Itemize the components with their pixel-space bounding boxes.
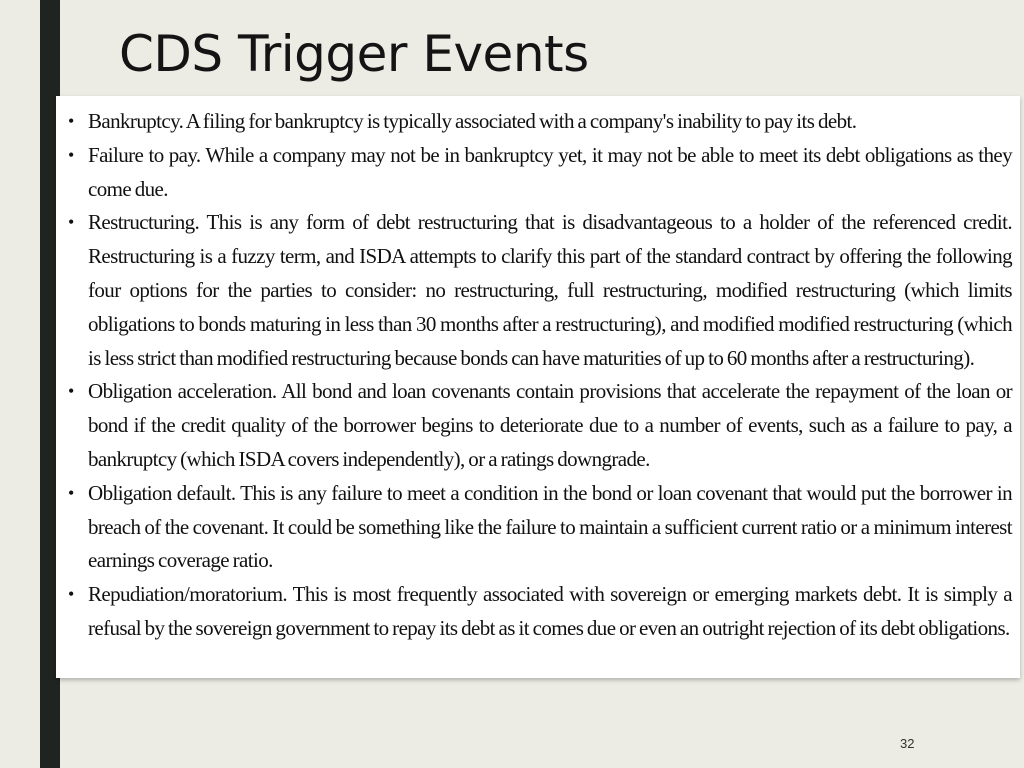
bullet-item-obligation-default xyxy=(68,477,1012,578)
bullet-dot-icon: • xyxy=(68,584,74,605)
bullet-dot-icon: • xyxy=(68,212,74,233)
bullet-text: Obligation default. This is any failure to meet a condition in the bond or loan covenant that would put the borrower in breach of the covenant. It could be something like the failure to maintain a sufficient current ratio or a minimum interest earnings coverage ratio. xyxy=(88,480,1012,573)
bullet-text: Obligation acceleration. All bond and loan covenants contain provisions that accelerate the repayment of the loan or bond if the credit quality of the borrower begins to deteriorate due to a number of events, such as a failure to pay, a bankruptcy (which ISDA covers independently), or a ratings downgrade. xyxy=(88,379,1012,471)
bullet-dot-icon: • xyxy=(68,482,74,503)
bullet-item-restructuring xyxy=(68,206,1012,375)
bullet-item-repudiation-moratorium xyxy=(68,578,1012,646)
bullet-text: Restructuring. This is any form of debt restructuring that is disadvantageous to a holder of the referenced credit. Restructuring is a fuzzy term, and ISDA attempts to clarify this part of the standard contract by offering the following four options for the parties to consider: no restructuring, full restructuring, modified restructuring (which limits obligations to bonds maturing in less than 30 months after a restructuring), and modified modified restructuring (which is less strict than modified restructuring because bonds can have maturities of up to 60 months after a restructuring). xyxy=(88,210,1012,370)
bullet-text: Bankruptcy. A filing for bankruptcy is typically associated with a company's inability to pay its debt. xyxy=(88,109,857,133)
bullet-list xyxy=(56,96,1020,646)
bullet-dot-icon: • xyxy=(68,381,74,402)
bullet-dot-icon: • xyxy=(68,144,74,165)
page-number: 32 xyxy=(900,736,915,751)
slide-title: CDS Trigger Events xyxy=(119,25,589,83)
bullet-item-failure-to-pay xyxy=(68,139,1012,207)
content-image-box xyxy=(56,96,1020,678)
bullet-text: Failure to pay. While a company may not be in bankruptcy yet, it may not be able to meet its debt obligations as they come due. xyxy=(88,142,1012,201)
bullet-item-bankruptcy xyxy=(68,105,1012,139)
bullet-dot-icon: • xyxy=(68,111,74,131)
bullet-item-obligation-acceleration xyxy=(68,375,1012,476)
bullet-text: Repudiation/moratorium. This is most frequently associated with sovereign or emerging markets debt. It is simply a refusal by the sovereign government to repay its debt as it comes due or even an outright rejection of its debt obligations. xyxy=(88,582,1012,640)
